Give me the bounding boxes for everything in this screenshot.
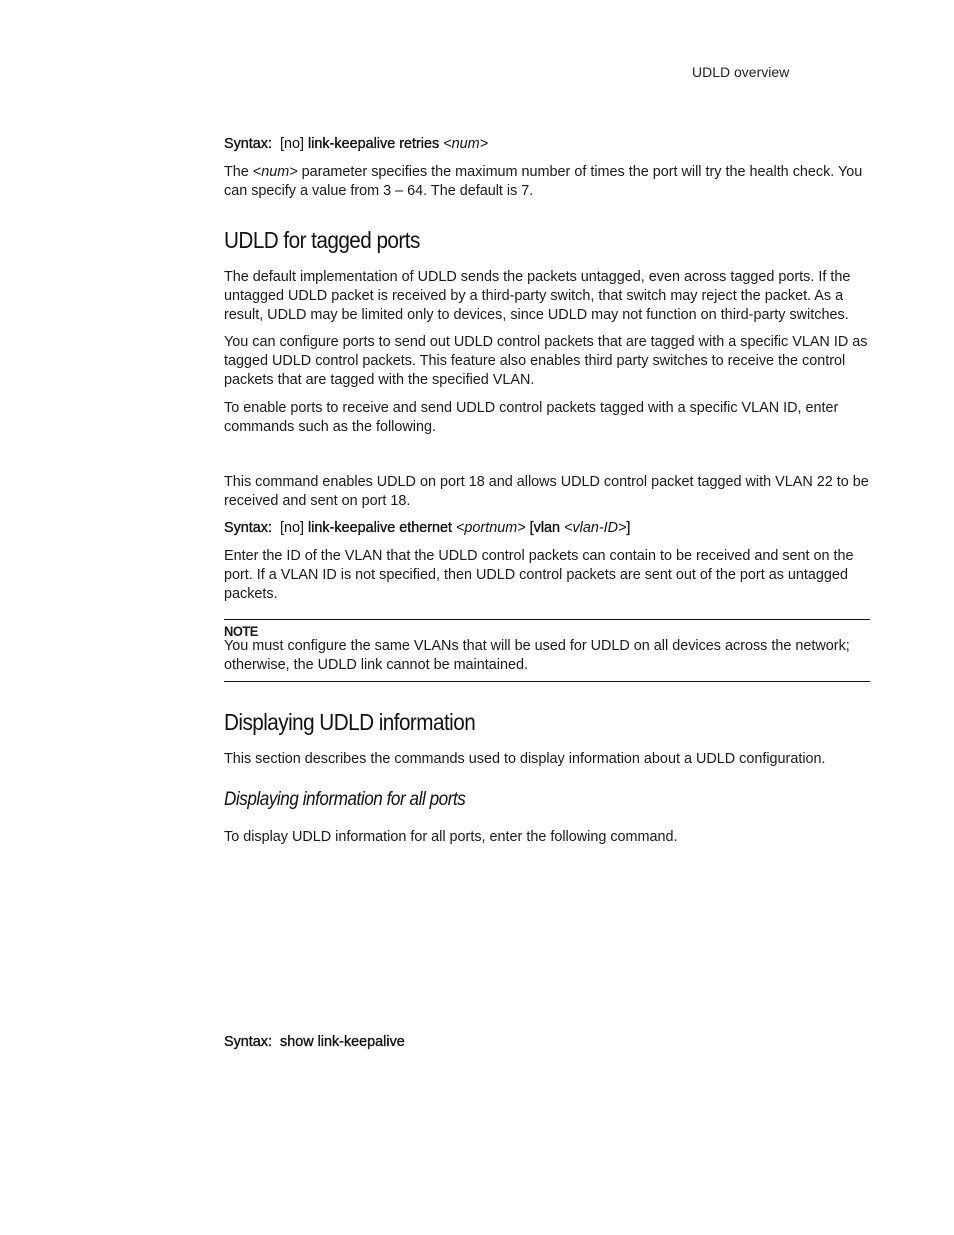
subsection-title: Displaying information for all ports — [224, 789, 466, 810]
paragraph-tagged-1 — [224, 268, 870, 325]
paragraph-tagged-3 — [224, 399, 870, 437]
paragraph-tagged-4 — [224, 473, 870, 511]
syntax-optional-no: [no] — [280, 520, 305, 536]
text-run: The — [224, 164, 253, 180]
paragraph-text: This command enables UDLD on port 18 and allows UDLD control packet tagged with VLAN 22 to be received and sent on port 18. — [224, 474, 869, 509]
syntax-command: show link-keepalive — [280, 1034, 405, 1050]
syntax-param-num: <num> — [443, 136, 488, 152]
syntax-param-vlan-id: <vlan-ID> — [564, 520, 627, 536]
paragraph-text: Enter the ID of the VLAN that the UDLD control packets can contain to be received and sent on the port. If a VLAN ID is not specified, then UDLD control packets are sent out of the port as untagged packets. — [224, 548, 854, 602]
paragraph-text: To display UDLD information for all ports, enter the following command. — [224, 829, 678, 845]
syntax-command: link-keepalive ethernet — [308, 520, 453, 536]
paragraph-num-parameter — [224, 163, 870, 201]
section-heading-displaying — [224, 709, 870, 736]
note-text: You must configure the same VLANs that will be used for UDLD on all devices across the network; otherwise, the UDLD link cannot be maintained. — [224, 638, 850, 673]
syntax-param-portnum: <portnum> — [456, 520, 526, 536]
note-top-rule — [224, 619, 870, 620]
syntax-label: Syntax: — [224, 1034, 272, 1050]
syntax-retries — [224, 135, 870, 154]
section-title: UDLD for tagged ports — [224, 227, 420, 253]
syntax-optional-no: [no] — [280, 136, 305, 152]
section-title: Displaying UDLD information — [224, 709, 476, 735]
paragraph-text: The default implementation of UDLD sends the packets untagged, even across tagged ports. If the untagged UDLD packet is received by a third-party switch, that switch may reject the packet. As a result, UDLD may be limited only to devices, since UDLD may not function on third-party switches. — [224, 269, 851, 323]
note-label: NOTE — [224, 623, 258, 639]
syntax-label: Syntax: — [224, 520, 272, 536]
paragraph-all-ports-intro — [224, 828, 870, 847]
syntax-close-bracket: ] — [626, 520, 631, 536]
paragraph-text: To enable ports to receive and send UDLD control packets tagged with a specific VLAN ID, enter commands such as the following. — [224, 400, 839, 435]
paragraph-vlan-id — [224, 547, 870, 604]
subsection-heading-all-ports — [224, 789, 870, 811]
syntax-label: Syntax: — [224, 136, 272, 152]
note-box — [224, 623, 870, 675]
note-bottom-rule — [224, 681, 870, 682]
syntax-ethernet-vlan — [224, 519, 870, 538]
syntax-command: link-keepalive retries — [308, 136, 440, 152]
paragraph-tagged-2 — [224, 333, 870, 390]
text-run: parameter specifies the maximum number of times the port will try the health check. You can specify a value from 3 – 64. The default is 7. — [224, 164, 863, 199]
paragraph-text: You can configure ports to send out UDLD control packets that are tagged with a specific VLAN ID as tagged UDLD control packets. This feature also enables third party switches to receive the control packets that are tagged with the specified VLAN. — [224, 334, 868, 388]
paragraph-text: This section describes the commands used to display information about a UDLD configuration. — [224, 751, 826, 767]
syntax-show-link-keepalive — [224, 1033, 870, 1052]
syntax-vlan-keyword: [vlan — [529, 520, 561, 536]
section-heading-tagged-ports — [224, 227, 870, 254]
paragraph-display-intro — [224, 750, 870, 769]
running-header: UDLD overview — [692, 64, 790, 80]
param-num: <num> — [252, 164, 298, 180]
